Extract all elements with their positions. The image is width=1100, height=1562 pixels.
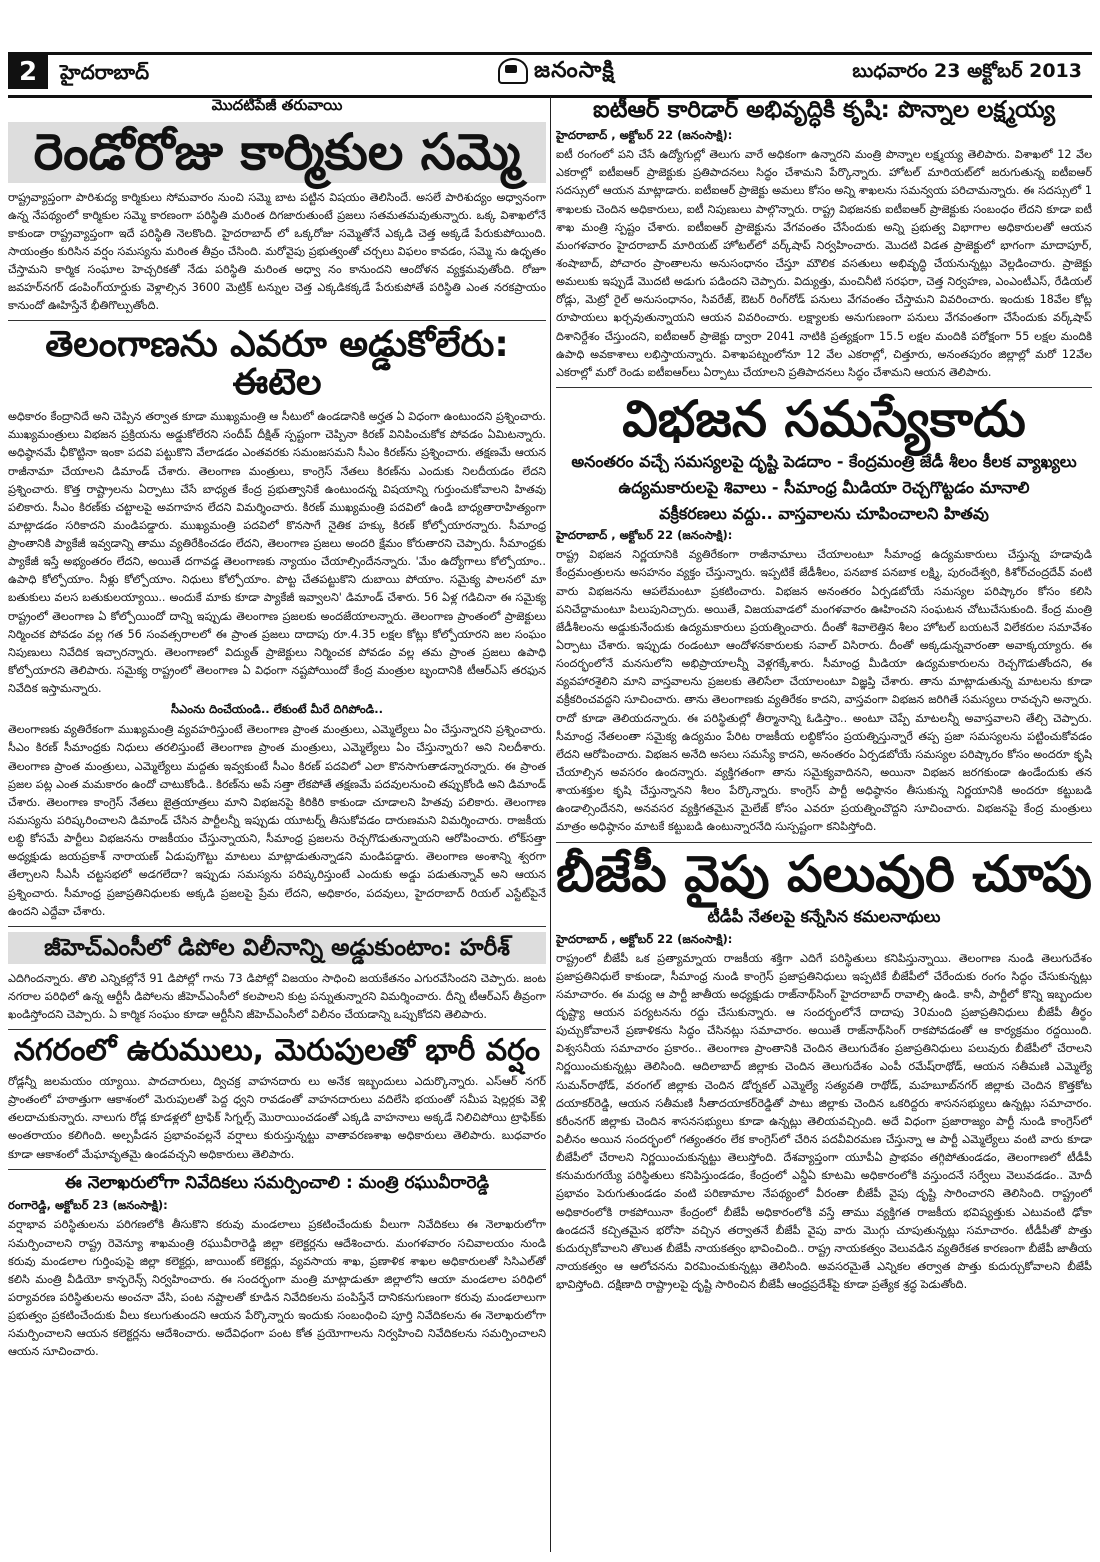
article-workers-strike [8, 122, 546, 315]
headline: రెండోరోజు కార్మికుల సమ్మె [8, 122, 546, 183]
subheading: టీడీపీ నేతలపై కన్నేసిన కమలనాథులు [707, 907, 941, 926]
left-column [8, 96, 546, 1366]
page-number: 2 [8, 55, 48, 89]
subheading: అనంతరం వచ్చే సమస్యలపై దృష్టి పెడదాం - కేంద్రమంత్రి జేడీ శీలం కీలక వ్యాఖ్యలు [571, 452, 1077, 472]
article-body: వర్షాభావ పరిస్థితులను పరిగణలోకి తీసుకొని కరువు మండలాలు ప్రకటించేందుకు వీలుగా నివేదికలు ఈ నెలాఖరులోగా సమర్పించాలని రాష్ట్ర రెవెన్యూ శాఖమంత్రి రఘువీరారెడ్డి జిల్లా కలెక్టర్లను ఆదేశించారు. మంగళవారం సచివాలయం నుండి కరువు మండలాల గుర్తింపుపై జిల్లా కలెక్టర్లు, జాయింట్ కలెక్టర్లు, వ్యవసాయ శాఖ, ప్రణాళిక శాఖల అధికారులతో సిసిఎల్‌తో కలిసి మంత్రి వీడియో కాన్ఫరెన్స్ నిర్వహించారు. ఈ సందర్భంగా మంత్రి మాట్లాడుతూ జిల్లాలోని ఆయా మండలాల పరిధిలో పర్యావరణ పరిస్థితులను అంచనా వేసి, పంట నష్టాలతో కూడిన నివేదికలను పంపిస్తేనే దానికనుగుణంగా కరువు మండలాలుగా ప్రభుత్వం ప్రకటించేందుకు వీలు కలుగుతుందని ఆయన పేర్కొన్నారు ఇందుకు సంబంధించి పూర్తి నివేదికలను ఈ నెలాఖరులోగా సమర్పించాలని ఆయన కలెక్టర్లను ఆదేశించారు. అదేవిధంగా పంట కోత ప్రయోగాలను నిర్వహించి నివేదికలను సమర్పించాలని ఆయన సూచించారు. [8, 1218, 546, 1359]
article-bjp-attraction [556, 844, 1092, 1295]
subheading: వక్రీకరణలు వద్దు.. వాస్తవాలను చూపించాలని హితవు [659, 503, 989, 523]
column-divider [550, 96, 551, 1552]
headline: తెలంగాణను ఎవరూ అడ్డుకోలేరు: ఈటెల [45, 324, 509, 404]
dateline: హైదరాబాద్ , అక్టోబర్ 22 (జనంసాక్షి): [556, 128, 733, 143]
continuation-kicker: మొదటిపేజీ తరువాయి [211, 96, 343, 114]
headline: జీహెచ్ఎంసీలో డిపోల విలీనాన్ని అడ్డుకుంటాం: హరీశ్ [8, 932, 546, 964]
headline: ఈ నెలాఖరులోగా నివేదికలు సమర్పించాలి : మంత్రి రఘువీరారెడ్డి [64, 1172, 490, 1193]
dateline: రంగారెడ్డి, అక్టోబర్ 23 (జనంసాక్షి): [8, 1198, 168, 1213]
article-itir-corridor [556, 98, 1092, 382]
headline: బీజేపీ వైపు పలువురి చూపు [556, 844, 1092, 903]
subheading: ఉద్యమకారులపై శివాలు - సీమాంధ్ర మీడియా రెచ్చగొట్టడం మానాలి [618, 478, 1030, 498]
divider [8, 320, 546, 321]
article-division-not-issue [556, 389, 1092, 837]
article-body: అధికారం కేంద్రానిదే అని చెప్పిన తర్వాత కూడా ముఖ్యమంత్రి ఆ సీటులో ఉండడానికి అర్హత ఏ విధంగా ఉంటుందని ప్రశ్నించారు. ముఖ్యమంత్రులు విభజన ప్రక్రియను అడ్డుకోలేరని సందీప్ దీక్షిత్ స్పష్టంగా చెప్పినా కిరణ్ వినిపించుకోక పోవడం ఏమిటన్నారు. అధిష్ఠానమే ఛీకొట్టినా ఇంకా పదవి పట్టుకొని వేలాడడం ఎంతవరకు సమంజసమని సీఎం కిరణ్‌ను ప్రశ్నించారు. తక్షణమే ఆయన రాజీనామా చేయాలని డిమాండ్ చేశారు. తెలంగాణ మంత్రులు, కాంగ్రెస్ నేతలు కిరణ్‌ను ఎందుకు నిలదీయడం లేదని ప్రశ్నించారు. కొత్త రాష్ట్రాలను ఏర్పాటు చేసే బాధ్యత కేంద్ర ప్రభుత్వానికే ఉంటుందన్న విషయాన్ని గుర్తుంచుకోవాలని హితవు పలికారు. సీఎం కిరణ్‌కు చట్టాలపై అవగాహన లేదని విమర్శించారు. కిరణ్ ముఖ్యమంత్రి పదవిలో ఉండి బాధ్యతారాహిత్యంగా మాట్లాడడం సరికాదని మండిపడ్డారు. ముఖ్యమంత్రి పదవిలో కొనసాగే నైతిక హక్కు కిరణ్ కోల్పోయారన్నారు. సీమాంధ్ర ప్రాంతానికి ప్యాకేజీ ఇవ్వడాన్ని తాము వ్యతిరేకించడం లేదని, తెలంగాణ ప్రజలు అందరి క్షేమం కోరుతారని చెప్పారు. సీమాంధ్రకు ప్యాకేజీ ఇస్తే అభ్యంతరం లేదని, అయితే దగావడ్డ తెలంగాణకు న్యాయం చేయాల్సిందేనన్నారు. 'మేం ఉద్యోగాలు కోల్పోయాం.. ఉపాధి కోల్పోయాం. నీళ్లు కోల్పోయాం. నిధులు కోల్పోయాం. పొట్ట చేతపట్టుకొని దుబాయి పోయాం. సమైక్య పాలనలో మా బతుకులు వలస బతుకులయ్యాయి.. అందుకే మాకు కూడా ప్యాకేజీ ఇవ్వాలని' డిమాండ్ చేశారు. 56 ఏళ్ల గడిచినా ఈ సమైక్య రాష్ట్రంలో తెలంగాణ ఏ కోల్పోయిందో దాన్ని ఇప్పుడు తెలంగాణ ప్రజలకు అందజేయాలన్నారు. తెలంగాణ ప్రాంతంలో ప్రాజెక్టులు నిర్మించక పోవడం వల్ల గత 56 సంవత్సరాలలో ఈ ప్రాంత ప్రజలు దాదాపు రూ.4.35 లక్షల కోట్లు కోల్పోయారని జల సంఘం నిపుణులు నివేదిక ఇచ్చారన్నారు. తెలంగాణలో విద్యుత్ ప్రాజెక్టులు నిర్మించక పోవడం వల్ల తమ ప్రాంత ప్రజలు ఉపాధి కోల్పోయారని తెలిపారు. సమైక్య రాష్ట్రంలో తెలంగాణ ఏ విధంగా నష్టపోయిందో కేంద్ర మంత్రుల బృందానికి టీఆర్ఎస్ తరఫున నివేదిక ఇస్తామన్నారు. [8, 410, 546, 696]
divider [556, 387, 1092, 388]
divider [556, 842, 1092, 843]
masthead [8, 52, 1092, 98]
headline: విభజన సమస్యేకాదు [622, 389, 1026, 448]
article-body: రాష్ట్రవ్యాప్తంగా పారిశుద్య కార్మికులు సోమవారం నుంచి సమ్మె బాట పట్టిన విషయం తెలిసిందే. అసలే పారిశుద్యం అధ్వానంగా ఉన్న నేపథ్యంలో కార్మికుల సమ్మె కారణంగా పరిస్థితి మరింత దిగజారుతుంటే ప్రజలు సతమతమవుతున్నారు. ఒక్క విశాఖలోనే కాకుండా రాష్ట్రవ్యాప్తంగా ఇదే పరిస్థితి నెలకొంది. హైదరాబాద్ లో ఒక్కరోజు సమ్మెతోనే ఎక్కడి చెత్త అక్కడే పేరుకుపోయింది. సాయంత్రం కురిసిన వర్షం సమస్యను మరింత తీవ్రం చేసింది. మరోవైపు ప్రభుత్వంతో చర్చలు విఫలం కావడం, సమ్మె ను ఉధృతం చేస్తామని కార్మిక సంఘాల హెచ్చరికతో నేడు పరిస్థితి మరింత అధ్వా నం కానుందని ఆందోళన వ్యక్తమవుతోంది. రోజూ జవహర్‌నగర్ డంపింగ్‌యార్డుకు వెళ్లాల్సిన 3600 మెట్రిక్ టన్నుల చెత్త ఎక్కడికక్కడే పేరుకుపోతే పరిస్థితి ఎంత నరకప్రాయం కానుందో ఊహిస్తేనే భీతిగొల్పుతోంది. [8, 190, 546, 313]
divider [8, 1169, 546, 1170]
article-body: రాష్ట్ర విభజన నిర్ణయానికి వ్యతిరేకంగా రాజీనామాలు చేయాలంటూ సీమాంధ్ర ఉద్యమకారులు చేస్తున్న హడావుడి కేంద్రమంత్రులను అసహనం వ్యక్తం చేస్తున్నారు. ఇప్పటికే జేడీశీలం, పనబాక పనబాక లక్ష్మి, పురందేశ్వరి, కిశోర్‌చంద్రదేవ్ వంటి వారు విభజనను ఆపలేమంటూ ప్రకటించారు. విభజన అనంతరం ఏర్పడబోయే సమస్యల పరిష్కారం కోసం కలిసి పనిచేద్దామంటూ పిలుపునిచ్చారు. అయితే, విజయవాడలో మంగళవారం ఊహించని సంఘటన చోటుచేసుకుంది. కేంద్ర మంత్రి జేడీశీలంను అడ్డుకునేందుకు ఉద్యమకారులు ప్రయత్నించారు. దీంతో శివాలెత్తిన శీలం హోటల్ బయటనే విలేకరుల సమావేశం ఏర్పాటు చేశారు. ఇప్పుడు రండంటూ ఆందోళనకారులకు సవాల్ విసిరారు. దీంతో అక్కడున్నవారంతా అవాక్కయ్యారు. ఈ సందర్భంలోనే మనసులోని అభిప్రాయాలన్నీ వెళ్లగక్కేశారు. సీమాంధ్ర మీడియా ఉద్యమకారులను రెచ్చగొడుతోందని, ఈ వ్యవహారశైలిని మాని వాస్తవాలను ప్రజలకు తెలిసేలా చేయాలంటూ విజ్ఞప్తి చేశారు. తాను మాట్లాడుతున్న మాటలను కూడా వక్రీకరించవద్దని సూచించారు. తాను తెలంగాణకు వ్యతిరేకం కాదని, వాస్తవంగా విభజన జరిగితే సమస్యలు రావచ్చని అన్నారు. రాదో కూడా తెలియదన్నారు. ఈ పరిస్థితుల్లో తీర్మానాన్ని ఓడిస్తాం.. అంటూ చెప్పే మాటలన్నీ అవాస్తవాలని తేల్చి చెప్పారు. సీమాంధ్ర నేతలంతా సమైక్య ఉద్యమం పేరిట రాజకీయ లబ్ధికోసం ప్రయత్నిస్తున్నారే తప్ప ప్రజా సమస్యలను పట్టించుకోవడం లేదని ఆరోపించారు. విభజన అనేది అసలు సమస్యే కాదని, అనంతరం ఏర్పడబోయే సమస్యల పరిష్కారం కోసం అందరూ కృషి చేయాల్సిన అవసరం ఉందన్నారు. వ్యక్తిగతంగా తాను సమైక్యవాదినని, అయినా విభజన జరగకుండా ఉండేందుకు తన శాయశక్తుల కృషి చేస్తున్నానని శీలం పేర్కొన్నారు. కాంగ్రెస్ పార్టీ అధిష్ఠానం తీసుకున్న నిర్ణయానికి అందరూ కట్టుబడి ఉండాల్సిందేనని, అనవసర వ్యక్తిగతమైన మైలేజ్ కోసం ఎవరూ ప్రయత్నించొద్దని సూచించారు. విభజనపై కేంద్ర మంత్రులు మాత్రం అధిష్ఠానం మాటకే కట్టుబడి ఉంటున్నారనేది సుస్పష్టంగా కనిపిస్తోంది. [556, 548, 1092, 834]
divider [8, 1029, 546, 1030]
article-etela [8, 326, 546, 920]
edition-city: హైదరాబాద్ [60, 60, 150, 84]
dateline: హైదరాబాద్ , అక్టోబర్ 22 (జనంసాక్షి): [556, 528, 733, 543]
article-raghuveera-reddy [8, 1172, 546, 1362]
newspaper-logo-icon [498, 58, 528, 84]
divider [8, 926, 546, 927]
article-body: ఐటీ రంగంలో పని చేసే ఉద్యోగుల్లో తెలుగు వారే అధికంగా ఉన్నారని మంత్రి పొన్నాల లక్ష్మయ్య తెలిపారు. విశాఖలో 12 వేల ఎకరాల్లో ఐటీఐఆర్ ప్రాజెక్టుకు ప్రతిపాదనలు సిద్ధం చేశామని పేర్కొన్నారు. హోటల్ మారియట్‌లో జరుగుతున్న ఐటీఐఆర్ సదస్సులో ఆయన మాట్లాడారు. ఐటీఐఆర్ ప్రాజెక్టు అమలు కోసం అన్ని శాఖలను సమన్వయ పరిచామన్నారు. ఈ సదస్సులో 1 శాఖలకు చెందిన అధికారులు, ఐటీ నిపుణులు పాల్గొన్నారు. రాష్ట్ర విభజనకు ఐటీఐఆర్ ప్రాజెక్టుకు సంబంధం లేదని కూడా ఐటీ శాఖ మంత్రి స్పష్టం చేశారు. ఐటీఐఆర్ ప్రాజెక్టును వేగవంతం చేసేందుకు అన్ని ప్రభుత్వ విభాగాల అధికారులతో ఆయన మంగళవారం హైదరాబాద్ మారియట్ హోటల్‌లో వర్క్‌షాప్ నిర్వహించారు. మొదటి విడత ప్రాజెక్టులో భాగంగా మాదాపూర్, శంషాబాద్, పోచారం ప్రాంతాలను అనుసంధానం చేస్తూ మౌలిక వసతులు అభివృద్ధి చేయనున్నట్లు వెల్లడించారు. ప్రాజెక్టు అమలుకు ఇప్పుడే మొదటి అడుగు పడిందని చెప్పారు. విద్యుత్తు, మంచినీటి సరఫరా, చెత్త నిర్వహణ, ఎంఎంటీఎస్, రేడియల్ రోడ్లు, మెట్రో రైల్ అనుసంధానం, సివరేజ్, ఔటర్ రింగ్‌రోడ్ పనులు వేగవంతం చేస్తామని వివరించారు. ఇందుకు 18వేల కోట్ల రూపాయలు ఖర్చవుతున్నాయని ఆయన వివరించారు. లక్ష్యాలకు అనుగుణంగా పనులు వేగవంతంగా చేసేందుకు వర్క్‌షాప్ దిశానిర్దేశం చేస్తుందని, ఐటీఐఆర్ ప్రాజెక్టు ద్వారా 2041 నాటికి ప్రత్యక్షంగా 15.5 లక్షల మందికి పరోక్షంగా 55 లక్షల మందికి ఉపాధి అవకాశాలు లభిస్తాయన్నారు. విశాఖపట్నంలోనూ 12 వేల ఎకరాల్లో, చిత్తూరు, అనంతపురం జిల్లాల్లో మరో 12వేల ఎకరాల్లో మరో రెండు ఐటీఐఆర్‌లు ఏర్పాటు చేయాలని ప్రతిపాదనలు సిద్ధం చేశామని ఆయన తెలిపారు. [556, 148, 1092, 379]
dateline: హైదరాబాద్ , అక్టోబర్ 22 (జనంసాక్షి): [556, 931, 733, 946]
headline: ఐటీఆర్ కారిడార్ అభివృద్ధికి కృషి: పొన్నాల లక్ష్మయ్య [592, 97, 1056, 123]
article-body: తెలంగాణకు వ్యతిరేకంగా ముఖ్యమంత్రి వ్యవహరిస్తుంటే తెలంగాణ ప్రాంత మంత్రులు, ఎమ్మెల్యేలు ఏం చేస్తున్నారని ప్రశ్నించారు. సీఎం కిరణ్ సీమాంధ్రకు నిధులు తరలిస్తుంటే తెలంగాణ ప్రాంత మంత్రులు, ఎమ్మెల్యేలు ఏం చేస్తున్నారు? అని నిలదీశారు. తెలంగాణ ప్రాంత మంత్రులు, ఎమ్మెల్యేలు మద్దతు ఇవ్వకుంటే సీఎం కిరణ్ పదవిలో ఎలా కొనసాగుతాడన్నారన్నారు. ఈ ప్రాంత ప్రజల పట్ల ఎంత మమకారం ఉందో చాటుకోండి.. కిరణ్‌ను అపే సత్తా లేకపోతే తక్షణమే పదవులనుంచి తప్పుకోండి అని డిమాండ్ చేశారు. తెలంగాణ కాంగ్రెస్ నేతలు జైత్రయాత్రలు మాని విభజనపై కిరికిరి కాకుండా చూడాలని హితవు పలికారు. తెలంగాణ సమస్యను పరిష్కరించాలని డిమాండ్ చేసిన పార్టీలన్నీ ఇప్పుడు యూటర్న్ తీసుకోవడం దారుణమని విమర్శించారు. రాజకీయ లబ్ధి కోసమే పార్టీలు విభజనను రాజకీయం చేస్తున్నాయని, సీమాంధ్ర ప్రజలను రెచ్చగొడుతున్నాయని ఆరోపించారు. లోక్‌సత్తా అధ్యక్షుడు జయప్రకాశ్ నారాయణ్ ఏడుపుగొట్టు మాటలు మాట్లాడుతున్నాడని మండిపడ్డారు. తెలంగాణ అంశాన్ని శ్వరగా తేల్చాలని సీఎసీ చట్టసభలో అడగలేదా? ఇప్పుడు సమస్యను పరిష్కరిస్తుంటే ఎందుకు అడ్డు పడుతున్నావ్ అని ఆయన ప్రశ్నించారు. సీమాంధ్ర ప్రజాప్రతినిధులకు అక్కడి ప్రజలపై ప్రేమ లేదని, అధికారం, పదవులు, హైదరాబాద్ రియల్ ఎస్టేట్‌పైనే ఉందని ఎద్దేవా చేశారు. [8, 723, 546, 918]
paper-logo [498, 58, 615, 88]
paper-name: జనంసాక్షి [534, 58, 615, 83]
article-ghmc-depots [8, 932, 546, 1025]
article-body: రాష్ట్రంలో బీజేపీ ఒక ప్రత్యామ్నాయ రాజకీయ శక్తిగా ఎదిగే పరిస్థితులు కనిపిస్తున్నాయి. తెలంగాణ నుండి తెలుగుదేశం ప్రజాప్రతినిధులే కాకుండా, సీమాంధ్ర నుండి కాంగ్రెస్ ప్రజాప్రతినిధులు ఇప్పటికే బీజేపీలో చేరేందుకు రంగం సిద్ధం చేసుకున్నట్లు సమాచారం. ఈ మధ్య ఆ పార్టీ జాతీయ అధ్యక్షుడు రాజ్‌నాథ్‌సింగ్ హైదరాబాద్ రావాల్సి ఉండి. కానీ, పార్టీలో కొన్ని ఇబ్బందుల దృష్ట్యా ఆయన పర్యటనను రద్దు చేసుకున్నారు. ఆ సందర్భంలోనే దాదాపు 30మంది ప్రజాప్రతినిధులు బీజేపీ తీర్థం పుచ్చుకోవాలనే ప్రణాళికను సిద్ధం చేసినట్లు సమాచారం. అయితే రాజ్‌నాథ్‌సింగ్ రాకపోవడంతో ఆ కార్యక్రమం రద్దయింది. విశ్వసనీయ సమాచారం ప్రకారం.. తెలంగాణ ప్రాంతానికి చెందిన తెలుగుదేశం ప్రజాప్రతినిధులు పలువురు బీజేపీలో చేరాలని నిర్ణయించుకున్నట్లు తెలిసింది. ఆదిలాబాద్ జిల్లాకు చెందిన తెలుగుదేశం ఎంపీ రమేష్‌రాథోడ్, ఆయన సతీమణి ఎమ్మెల్యే సుమన్‌రాథోడ్, వరంగల్ జిల్లాకు చెందిన డోర్నకల్ ఎమ్మెల్యే సత్యవతి రాథోడ్, మహబూబ్‌నగర్ జిల్లాకు చెందిన కొత్తకోట దయాకర్‌రెడ్డి, ఆయన సతీమణి సీతాదయాకర్‌రెడ్డితో పాటు జిల్లాకు చెందిన ఒకరిద్దరు శాసనసభ్యులు ఉన్నట్లు సమాచారం. కరీంనగర్ జిల్లాకు చెందిన శాసనసభ్యులు కూడా ఉన్నట్లు తెలియవచ్చింది. అదే విధంగా ప్రజారాజ్యం పార్టీ నుండి కాంగ్రెస్‌లో విలీనం అయిన సందర్భంలో గత్యంతరం లేక కాంగ్రెస్‌లో చేరిన పదవీవిరమణ చేస్తున్నా ఆ పార్టీ ఎమ్మెల్యేలు వంటి వారు కూడా బీజేపీలో చేరాలని నిర్ణయించుకున్నట్టు తెలుస్తోంది. దేశవ్యాప్తంగా యూపీఏ ప్రాభవం తగ్గిపోతుండడం, తెలంగాణలో టీడీపీ కనుమరుగయ్యే పరిస్థితులు కనిపిస్తుండడం, కేంద్రంలో ఎన్డీఏ కూటమి అధికారంలోకి వస్తుందనే సర్వేలు వెలువడడం.. మోదీ ప్రభావం పెరుగుతుండడం వంటి పరిణామాల నేపథ్యంలో వీరంతా బీజేపీ వైపు దృష్టి సారించారని తెలిసింది. రాష్ట్రంలో అధికారంలోకి రాకపోయినా కేంద్రంలో బీజేపీ అధికారంలోకి వస్తే తాము వ్యక్తిగత రాజకీయ భవిష్యత్తుకు ఎటువంటి ఢోకా ఉండదనే కచ్చితమైన భరోసా వచ్చిన తర్వాతనే బీజేపీ వైపు వారు మొగ్గు చూపుతున్నట్లు సమాచారం. టీడీపీతో పొత్తు కుదుర్చుకోవాలని తొలుత బీజేపీ నాయకత్వం భావించింది.. రాష్ట్ర నాయకత్వం వెలువడిన వ్యతిరేకత కారణంగా బీజేపీ జాతీయ నాయకత్వం ఆ ఆలోచనను విరమించుకున్నట్లు తెలిసింది. అవసరమైతే ఎన్నికల తర్వాత పొత్తు కుదుర్చుకోవాలని బీజేపీ భావిస్తోంది. దక్షిణాది రాష్ట్రాలపై దృష్టి సారించిన బీజేపీ ఆంధ్రప్రదేశ్‌పై కూడా ప్రత్యేక శ్రద్ధ పెడుతోంది. [556, 951, 1092, 1292]
article-body: ఎదిగిందన్నారు. తొలి ఎన్నికల్లోనే 91 డిపోల్లో గాను 73 డిపోల్లో విజయం సాధించి జయకేతనం ఎగురవేసిందని చెప్పారు. జంట నగరాల పరిధిలో ఉన్న ఆర్టీసీ డిపోలను జీహెచ్ఎంసీలో కలపాలని కుట్ర పన్నుతున్నారని విమర్శించారు. దీన్ని టీఆర్ఎస్ తీవ్రంగా ఖండిస్తోందని చెప్పారు. ఏ కార్మిక సంఘం కూడా ఆర్టీసీని జీహెచ్ఎంసీలో విలీనం చేయడాన్ని ఒప్పుకోదని తెలిపారు. [8, 972, 546, 1022]
headline: నగరంలో ఉరుములు, మెరుపులతో భారీ వర్షం [13, 1033, 541, 1069]
subheading: సీఎంను దించేయండి.. లేకుంటే మీరే దిగిపోండి.. [170, 702, 383, 717]
article-city-rain [8, 1035, 546, 1163]
right-column [556, 96, 1092, 1298]
issue-date: బుధవారం 23 అక్టోబర్ 2013 [852, 60, 1082, 82]
article-body: రోడ్లన్నీ జలమయం య్యాయి. పాదచారులు, ద్విచక్ర వాహనదారు లు అనేక ఇబ్బందులు ఎదుర్కొన్నారు. ఎస్ఆర్ నగర్ ప్రాంతంలో హఠాత్తుగా ఆకాశంలో మెరుపులతో పెద్ద ధ్వని రావడంతో వాహనదారులు వదిలేసి భయంతో సమీప షెల్లర్లకు వెళ్లి తలదాచుకున్నారు. నాలుగు రోడ్ల కూడళ్లలో ట్రాఫిక్ సిగ్నల్స్ మొరాయించడంతో ఎక్కడి వాహనాలు అక్కడే నిలిచిపోయి ట్రాఫిక్‌కు అంతరాయం కలిగింది. అల్పపీడన ప్రభావంవల్లనే వర్షాలు కురుస్తున్నట్టు వాతావరణశాఖ అధికారులు తెలిపారు. బుధవారం కూడా ఆకాశంలో మేఘావృతమై ఉండవచ్చని అధికారులు తెలిపారు. [8, 1074, 546, 1161]
